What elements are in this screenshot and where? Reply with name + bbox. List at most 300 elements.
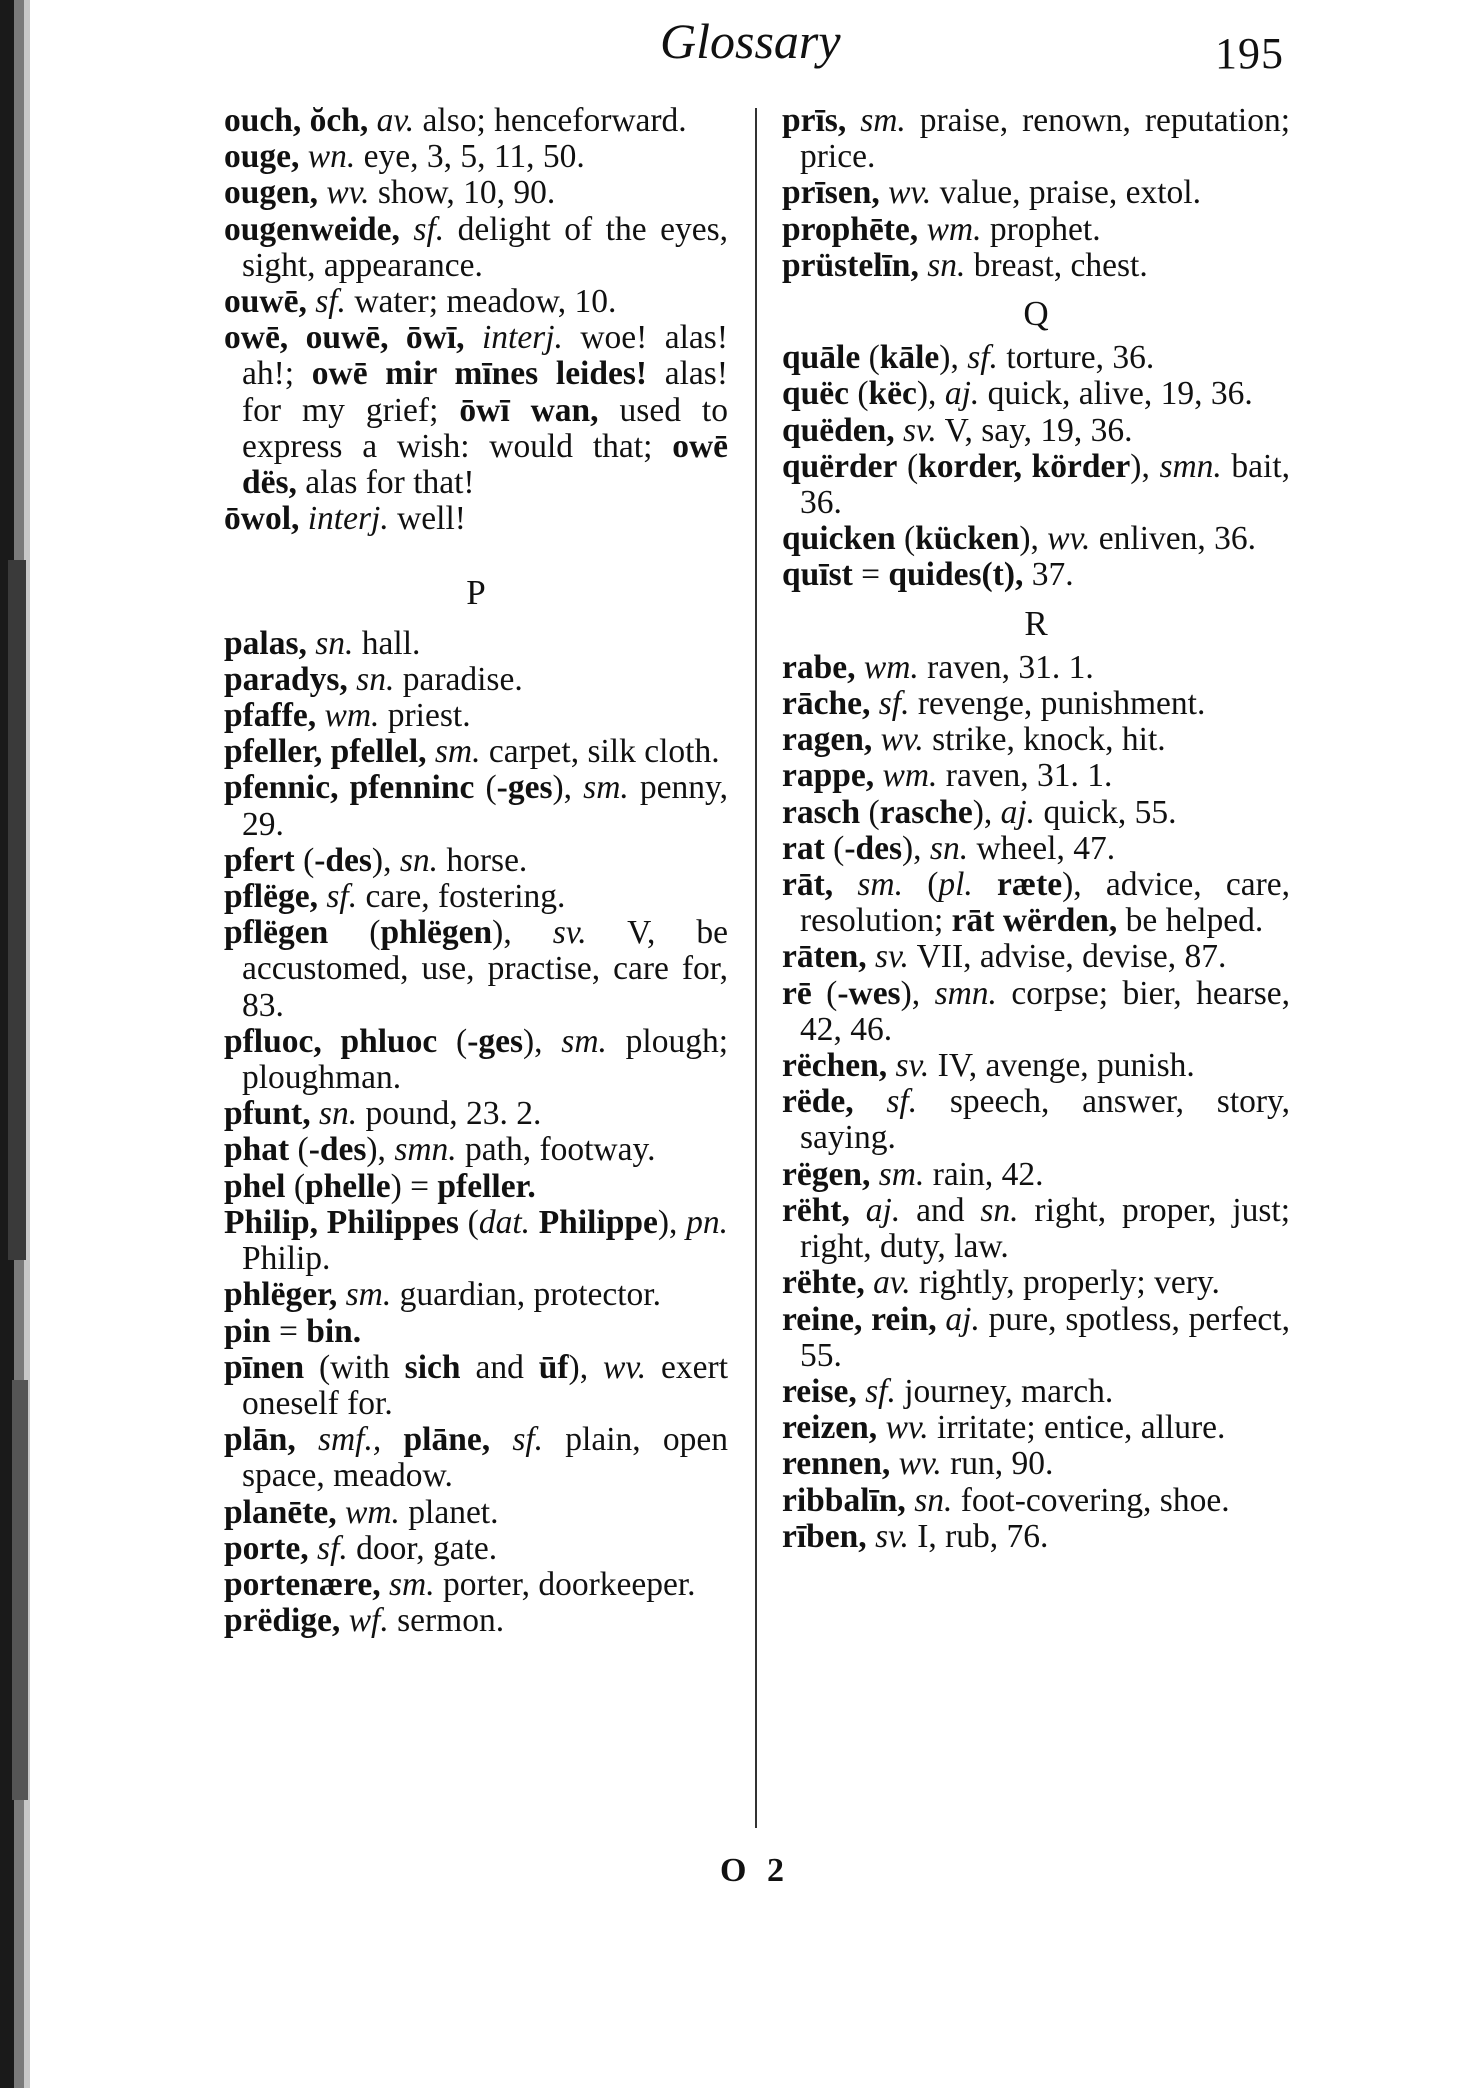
definition-text: path, footway. bbox=[456, 1131, 656, 1169]
printer-signature-mark: O 2 bbox=[720, 1852, 790, 1889]
grammar-abbreviation: wm. bbox=[882, 757, 938, 795]
entry-group-q bbox=[782, 340, 1290, 593]
definition-text: ), bbox=[657, 1203, 687, 1241]
definition-text bbox=[880, 174, 888, 211]
definition-text: ( bbox=[289, 1131, 309, 1169]
grammar-abbreviation: wv. bbox=[603, 1348, 647, 1386]
definition-text: = bbox=[852, 556, 889, 594]
headword-text: ouge, bbox=[224, 138, 300, 176]
definition-text: porter, doorkeeper. bbox=[434, 1565, 696, 1603]
definition-text: paradise. bbox=[394, 660, 523, 698]
headword-text: Philip, Philippes bbox=[224, 1203, 459, 1241]
glossary-entry bbox=[782, 521, 1290, 557]
definition-text bbox=[887, 1047, 895, 1084]
headword-text: rīben, bbox=[782, 1517, 867, 1555]
definition-text bbox=[400, 211, 414, 248]
headword-text: këc bbox=[868, 375, 917, 413]
definition-text bbox=[348, 661, 356, 698]
definition-text: ( bbox=[285, 1167, 305, 1205]
headword-text: rāt, bbox=[782, 866, 834, 904]
definition-text bbox=[465, 319, 482, 356]
headword-text: -des bbox=[314, 841, 372, 879]
grammar-abbreviation: smn. bbox=[934, 974, 997, 1012]
definition-text: run, 90. bbox=[941, 1445, 1054, 1483]
definition-text bbox=[890, 1445, 898, 1482]
definition-text bbox=[877, 1409, 885, 1446]
definition-text: woe! alas! ah!; bbox=[242, 319, 728, 393]
headword-text: ouch, ŏch, bbox=[224, 102, 369, 139]
definition-text: door, gate. bbox=[347, 1529, 498, 1567]
definition-text: raven, 31. 1. bbox=[918, 648, 1094, 686]
definition-text bbox=[296, 1421, 318, 1458]
headword-text: rappe, bbox=[782, 757, 875, 795]
headword-text: pflëgen bbox=[224, 914, 329, 952]
glossary-entry bbox=[782, 1519, 1290, 1555]
definition-text: ), bbox=[523, 1022, 562, 1060]
grammar-abbreviation: sf. bbox=[865, 1372, 896, 1410]
definition-text: ), bbox=[552, 769, 584, 807]
glossary-entry bbox=[782, 557, 1290, 593]
entry-group-p-continued bbox=[782, 103, 1290, 284]
definition-text: 37. bbox=[1023, 556, 1074, 594]
grammar-abbreviation: sm. bbox=[857, 866, 903, 904]
definition-text: well! bbox=[388, 500, 466, 538]
headword-text: planēte, bbox=[224, 1493, 337, 1531]
headword-text: -wes bbox=[837, 974, 901, 1012]
headword-text: rennen, bbox=[782, 1445, 891, 1483]
grammar-abbreviation: aj. bbox=[1000, 793, 1036, 831]
headword-text: phat bbox=[224, 1131, 290, 1169]
glossary-entry bbox=[224, 879, 728, 915]
grammar-abbreviation: sn. bbox=[929, 829, 969, 867]
definition-text: horse. bbox=[438, 841, 528, 879]
definition-text: planet. bbox=[399, 1493, 499, 1531]
headword-text: reine, rein, bbox=[782, 1300, 937, 1338]
definition-text: guardian, protector. bbox=[391, 1276, 661, 1314]
grammar-abbreviation: sv. bbox=[875, 938, 909, 976]
headword-text: quides(t), bbox=[888, 556, 1024, 594]
definition-text: plough; ploughman. bbox=[242, 1022, 728, 1097]
headword-text: quāle bbox=[782, 339, 861, 377]
headword-text: rëgen, bbox=[782, 1155, 871, 1193]
entry-group-p bbox=[224, 626, 728, 1640]
headword-text: phlëger, bbox=[224, 1276, 338, 1314]
headword-text: phel bbox=[224, 1167, 286, 1205]
definition-text bbox=[973, 866, 997, 903]
glossary-entry bbox=[224, 843, 728, 879]
headword-text: ouwē, bbox=[224, 283, 307, 321]
glossary-entry bbox=[782, 449, 1290, 521]
definition-text: ), bbox=[916, 375, 945, 413]
grammar-abbreviation: sf. bbox=[886, 1083, 918, 1121]
glossary-entry bbox=[224, 1350, 728, 1422]
glossary-entry bbox=[224, 1132, 728, 1168]
column-divider bbox=[755, 108, 757, 1828]
headword-text: pfeller, pfellel, bbox=[224, 733, 427, 771]
glossary-left-column bbox=[224, 103, 728, 1639]
headword-text: -des bbox=[844, 829, 903, 867]
definition-text bbox=[490, 1421, 512, 1458]
definition-text: ) = bbox=[390, 1167, 438, 1205]
headword-text: owē dës, bbox=[242, 427, 728, 502]
headword-text: prüstelīn, bbox=[782, 246, 919, 284]
definition-text: ( bbox=[437, 1022, 468, 1060]
definition-text: ), bbox=[902, 829, 930, 867]
headword-text: ougen, bbox=[224, 174, 319, 212]
headword-text: rāten, bbox=[782, 938, 867, 976]
grammar-abbreviation: wv. bbox=[898, 1445, 942, 1483]
glossary-entry bbox=[224, 212, 728, 284]
grammar-abbreviation: sn. bbox=[315, 624, 354, 662]
grammar-abbreviation: wm. bbox=[324, 697, 380, 735]
grammar-abbreviation: pn. bbox=[686, 1203, 728, 1241]
headword-text: owē mir mīnes leides! bbox=[311, 355, 648, 393]
definition-text: praise, renown, reputation; price. bbox=[800, 102, 1291, 176]
headword-text: ræte bbox=[997, 866, 1063, 904]
definition-text: ), bbox=[568, 1348, 604, 1386]
glossary-entry bbox=[782, 1374, 1290, 1410]
glossary-entry bbox=[782, 758, 1290, 794]
headword-text: quëc bbox=[782, 375, 849, 413]
definition-text: strike, knock, hit. bbox=[923, 721, 1166, 759]
definition-text: torture, 36. bbox=[997, 339, 1155, 377]
headword-text: quëden, bbox=[782, 411, 895, 449]
grammar-abbreviation: sn. bbox=[927, 246, 966, 284]
headword-text: pfert bbox=[224, 841, 295, 879]
definition-text: wheel, 47. bbox=[968, 829, 1116, 867]
headword-text: kāle bbox=[879, 339, 940, 377]
definition-text: ( bbox=[328, 914, 381, 952]
definition-text: speech, answer, story, saying. bbox=[800, 1083, 1291, 1157]
definition-text: show, 10, 90. bbox=[369, 174, 556, 212]
definition-text: delight of the eyes, sight, appearance. bbox=[242, 210, 729, 284]
definition-text: ( bbox=[902, 866, 939, 904]
grammar-abbreviation: sn. bbox=[914, 1481, 953, 1519]
definition-text: value, praise, extol. bbox=[931, 174, 1201, 212]
definition-text: ), bbox=[1019, 520, 1048, 558]
definition-text: quick, alive, 19, 36. bbox=[979, 375, 1253, 413]
definition-text bbox=[381, 1421, 403, 1458]
definition-text: breast, chest. bbox=[965, 246, 1148, 284]
definition-text: ( bbox=[811, 974, 838, 1012]
definition-text: IV, avenge, punish. bbox=[929, 1047, 1195, 1085]
glossary-entry bbox=[782, 340, 1290, 376]
glossary-entry bbox=[224, 698, 728, 734]
grammar-abbreviation: aj. bbox=[865, 1191, 901, 1229]
glossary-entry bbox=[224, 139, 728, 175]
entry-group-r bbox=[782, 650, 1290, 1555]
glossary-entry bbox=[782, 650, 1290, 686]
headword-text: reizen, bbox=[782, 1409, 878, 1447]
grammar-abbreviation: sm. bbox=[434, 733, 481, 771]
definition-text: (with bbox=[304, 1348, 405, 1386]
definition-text bbox=[299, 138, 307, 175]
glossary-right-column bbox=[782, 103, 1290, 1555]
glossary-entry bbox=[782, 722, 1290, 758]
definition-text bbox=[918, 211, 926, 248]
definition-text: rightly, properly; very. bbox=[910, 1264, 1220, 1302]
headword-text: pfluoc, phluoc bbox=[224, 1022, 438, 1060]
definition-text bbox=[307, 283, 315, 320]
grammar-abbreviation: sn. bbox=[318, 1095, 358, 1133]
definition-text bbox=[309, 1530, 317, 1567]
headword-text: pfunt, bbox=[224, 1095, 311, 1133]
grammar-abbreviation: wv. bbox=[880, 721, 924, 759]
definition-text bbox=[919, 247, 927, 284]
glossary-entry bbox=[224, 320, 728, 501]
headword-text: ōwol, bbox=[224, 500, 300, 538]
glossary-entry bbox=[224, 1567, 728, 1603]
grammar-abbreviation: dat. bbox=[478, 1203, 530, 1241]
glossary-entry bbox=[224, 734, 728, 770]
headword-text: -ges bbox=[467, 1022, 523, 1060]
grammar-abbreviation: pl. bbox=[938, 866, 973, 904]
glossary-entry bbox=[782, 867, 1290, 939]
definition-text: ( bbox=[860, 793, 880, 831]
glossary-entry bbox=[782, 413, 1290, 449]
grammar-abbreviation: sm. bbox=[878, 1155, 925, 1193]
definition-text: ( bbox=[895, 520, 916, 558]
definition-text: bait, 36. bbox=[800, 447, 1291, 522]
definition-text: V, say, 19, 36. bbox=[936, 411, 1133, 449]
headword-text: portenære, bbox=[224, 1565, 381, 1603]
grammar-abbreviation: wm. bbox=[344, 1493, 400, 1531]
definition-text bbox=[870, 1156, 878, 1193]
headword-text: porte, bbox=[224, 1529, 309, 1567]
grammar-abbreviation: sm. bbox=[860, 102, 906, 139]
headword-text: pflëge, bbox=[224, 878, 318, 916]
glossary-entry bbox=[782, 686, 1290, 722]
headword-text: phlëgen bbox=[380, 914, 493, 952]
glossary-entry bbox=[224, 1277, 728, 1313]
definition-text: ), advice, care, resolution; bbox=[800, 866, 1290, 940]
grammar-abbreviation: sn. bbox=[356, 660, 395, 698]
headword-text: plān, bbox=[224, 1421, 296, 1459]
headword-text: prīsen, bbox=[782, 174, 880, 212]
grammar-abbreviation: sf. bbox=[326, 878, 358, 916]
definition-text bbox=[846, 102, 860, 139]
glossary-entry bbox=[224, 1169, 728, 1205]
definition-text: ( bbox=[860, 339, 880, 377]
definition-text bbox=[906, 1482, 914, 1519]
definition-text: corpse; bier, hearse, 42, 46. bbox=[800, 974, 1291, 1048]
definition-text: ( bbox=[824, 829, 845, 867]
definition-text bbox=[427, 733, 435, 770]
definition-text: quick, 55. bbox=[1035, 793, 1177, 831]
headword-text: pfaffe, bbox=[224, 697, 317, 735]
definition-text bbox=[337, 1276, 345, 1313]
running-title: Glossary bbox=[660, 13, 841, 69]
definition-text bbox=[299, 500, 307, 537]
glossary-entry bbox=[224, 284, 728, 320]
grammar-abbreviation: wf. bbox=[348, 1602, 389, 1640]
definition-text: hall. bbox=[353, 624, 421, 662]
glossary-entry bbox=[224, 175, 728, 211]
headword-text: rāt wërden, bbox=[951, 902, 1118, 940]
headword-text: quërder bbox=[782, 447, 898, 485]
headword-text: plāne, bbox=[403, 1421, 491, 1459]
definition-text: plain, open space, meadow. bbox=[242, 1421, 729, 1495]
definition-text: pound, 23. 2. bbox=[357, 1095, 542, 1133]
definition-text: ( bbox=[849, 375, 869, 413]
entry-group-o bbox=[224, 103, 728, 537]
headword-text: ribbalīn, bbox=[782, 1481, 906, 1519]
definition-text: pure, spotless, perfect, 55. bbox=[800, 1300, 1290, 1374]
definition-text: priest. bbox=[379, 697, 471, 735]
glossary-entry bbox=[224, 662, 728, 698]
glossary-entry bbox=[782, 248, 1290, 284]
definition-text: rain, 42. bbox=[924, 1155, 1044, 1193]
definition-text: raven, 31. 1. bbox=[937, 757, 1113, 795]
definition-text: Philip. bbox=[242, 1240, 331, 1278]
headword-text: sich bbox=[404, 1348, 461, 1386]
headword-text: rāche, bbox=[782, 685, 871, 723]
definition-text bbox=[530, 1204, 539, 1241]
definition-text bbox=[381, 1566, 389, 1603]
grammar-abbreviation: wm. bbox=[926, 210, 982, 248]
glossary-entry bbox=[782, 376, 1290, 412]
section-letter-p: P bbox=[466, 573, 486, 613]
definition-text: alas for that! bbox=[296, 464, 475, 502]
section-letter-r: R bbox=[1024, 603, 1048, 643]
headword-text: korder, körder bbox=[918, 447, 1131, 485]
headword-text: prophēte, bbox=[782, 210, 919, 248]
definition-text: sermon. bbox=[388, 1602, 505, 1640]
grammar-abbreviation: wm. bbox=[863, 648, 919, 686]
page-header bbox=[0, 8, 1482, 78]
glossary-entry bbox=[782, 1084, 1290, 1156]
glossary-entry bbox=[224, 1603, 728, 1639]
headword-text: ūf bbox=[538, 1348, 569, 1386]
definition-text: VII, advise, devise, 87. bbox=[908, 938, 1227, 976]
definition-text: carpet, silk cloth. bbox=[480, 733, 720, 771]
grammar-abbreviation: sm. bbox=[388, 1565, 435, 1603]
glossary-entry bbox=[224, 1531, 728, 1567]
section-letter-q: Q bbox=[1023, 294, 1049, 334]
grammar-abbreviation: sv. bbox=[895, 1047, 930, 1085]
definition-text: ), bbox=[900, 974, 935, 1012]
definition-text: ), bbox=[371, 841, 400, 879]
definition-text: and bbox=[460, 1348, 539, 1386]
grammar-abbreviation: sm. bbox=[583, 769, 629, 807]
grammar-abbreviation: wv. bbox=[885, 1409, 929, 1447]
grammar-abbreviation: aj. bbox=[945, 1300, 980, 1338]
grammar-abbreviation: sf. bbox=[967, 339, 998, 377]
definition-text: water; meadow, 10. bbox=[345, 283, 617, 321]
headword-text: prëdige, bbox=[224, 1602, 341, 1640]
page-number: 195 bbox=[1215, 29, 1284, 78]
headword-text: ōwī wan, bbox=[459, 391, 599, 429]
grammar-abbreviation: av. bbox=[376, 102, 415, 139]
headword-text: reise, bbox=[782, 1372, 857, 1410]
glossary-entry bbox=[782, 1157, 1290, 1193]
grammar-abbreviation: sf. bbox=[315, 283, 346, 321]
glossary-entry bbox=[224, 1024, 728, 1096]
definition-text: ( bbox=[474, 769, 497, 807]
glossary-entry bbox=[782, 831, 1290, 867]
definition-text: enliven, 36. bbox=[1090, 520, 1256, 558]
glossary-entry bbox=[782, 212, 1290, 248]
grammar-abbreviation: smf., bbox=[317, 1421, 382, 1459]
headword-text: ougenweide, bbox=[224, 210, 400, 248]
glossary-entry bbox=[224, 770, 728, 842]
grammar-abbreviation: smn. bbox=[394, 1131, 457, 1169]
definition-text: prophet. bbox=[981, 210, 1101, 248]
glossary-entry bbox=[782, 1302, 1290, 1374]
definition-text bbox=[337, 1494, 345, 1531]
headword-text: quicken bbox=[782, 520, 896, 558]
definition-text: ( bbox=[897, 447, 919, 485]
glossary-entry bbox=[224, 915, 728, 1024]
headword-text: bin. bbox=[306, 1312, 362, 1350]
headword-text: -ges bbox=[496, 769, 553, 807]
headword-text: ragen, bbox=[782, 721, 873, 759]
headword-text: pfennic, pfenninc bbox=[224, 769, 475, 807]
definition-text bbox=[872, 721, 880, 758]
grammar-abbreviation: sv. bbox=[875, 1517, 909, 1555]
headword-text: paradys, bbox=[224, 660, 348, 698]
headword-text: kücken bbox=[915, 520, 1020, 558]
definition-text bbox=[867, 938, 875, 975]
headword-text: rëht, bbox=[782, 1191, 850, 1229]
grammar-abbreviation: sf. bbox=[317, 1529, 348, 1567]
definition-text: alas! for my grief; bbox=[242, 355, 728, 429]
definition-text: V, be accustomed, use, practise, care for, 83. bbox=[242, 914, 729, 1024]
glossary-entry bbox=[782, 1048, 1290, 1084]
glossary-entry bbox=[782, 795, 1290, 831]
grammar-abbreviation: aj. bbox=[944, 375, 980, 413]
glossary-entry bbox=[224, 1096, 728, 1132]
headword-text: palas, bbox=[224, 624, 307, 662]
glossary-entry bbox=[782, 1446, 1290, 1482]
headword-text: pīnen bbox=[224, 1348, 305, 1386]
headword-text: phelle bbox=[304, 1167, 391, 1205]
definition-text: ), bbox=[1130, 447, 1160, 485]
glossary-entry bbox=[782, 103, 1290, 175]
grammar-abbreviation: sf. bbox=[512, 1421, 544, 1459]
definition-text bbox=[856, 649, 864, 686]
headword-text: rëchen, bbox=[782, 1047, 888, 1085]
glossary-entry bbox=[782, 1410, 1290, 1446]
headword-text: pin bbox=[224, 1312, 271, 1350]
definition-text bbox=[368, 102, 376, 139]
grammar-abbreviation: sm. bbox=[561, 1022, 607, 1060]
grammar-abbreviation: sn. bbox=[399, 841, 438, 879]
glossary-entry bbox=[224, 1314, 728, 1350]
grammar-abbreviation: sv. bbox=[552, 914, 587, 952]
definition-text: ), bbox=[492, 914, 553, 952]
grammar-abbreviation: smn. bbox=[1159, 447, 1222, 485]
headword-text: -des bbox=[308, 1131, 367, 1169]
headword-text: pfeller. bbox=[437, 1167, 536, 1205]
grammar-abbreviation: av. bbox=[873, 1264, 911, 1302]
definition-text bbox=[311, 1095, 319, 1132]
definition-text bbox=[867, 1518, 875, 1555]
definition-text: ), bbox=[939, 339, 968, 377]
definition-text bbox=[340, 1602, 348, 1639]
definition-text: used to express a wish: would that; bbox=[242, 391, 728, 465]
definition-text: foot-covering, shoe. bbox=[952, 1481, 1230, 1519]
definition-text: and bbox=[900, 1191, 981, 1229]
definition-text bbox=[874, 757, 882, 794]
definition-text: also; henceforward. bbox=[414, 102, 687, 139]
definition-text: journey, march. bbox=[895, 1372, 1114, 1410]
grammar-abbreviation: sf. bbox=[413, 210, 445, 248]
headword-text: quīst bbox=[782, 556, 853, 594]
headword-text: owē, ouwē, ōwī, bbox=[224, 319, 465, 357]
grammar-abbreviation: sv. bbox=[903, 411, 937, 449]
grammar-abbreviation: wv. bbox=[1047, 520, 1091, 558]
